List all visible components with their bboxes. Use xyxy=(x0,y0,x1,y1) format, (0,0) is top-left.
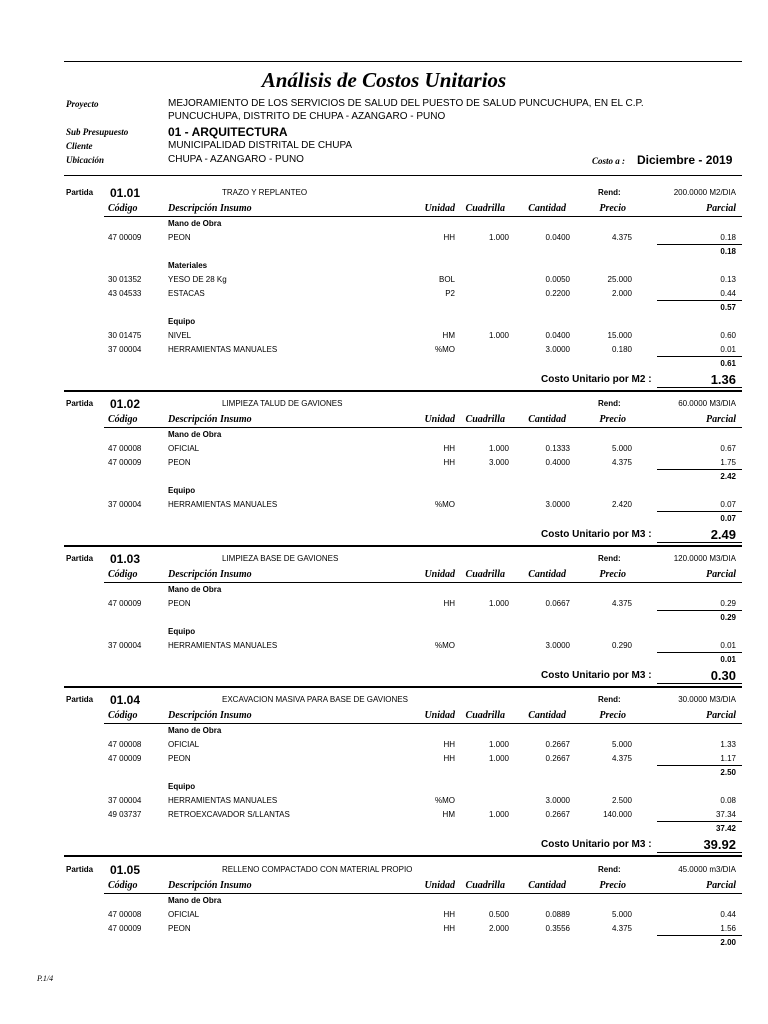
cell-codigo: 47 00009 xyxy=(108,458,142,467)
subtotal-rule xyxy=(657,356,742,357)
section-subtotal: 0.01 xyxy=(720,655,736,664)
partida-code: 01.02 xyxy=(110,397,141,411)
partida-label: Partida xyxy=(66,865,94,874)
ubicacion-value: CHUPA - AZANGARO - PUNO xyxy=(168,154,304,165)
cell-codigo: 47 00008 xyxy=(108,740,142,749)
cell-unidad: HH xyxy=(443,924,455,933)
subtotal-rule xyxy=(657,300,742,301)
cell-cuadrilla: 1.000 xyxy=(488,444,509,453)
cell-precio: 4.375 xyxy=(611,599,632,608)
costo-unitario-value: 2.49 xyxy=(710,527,736,542)
col-header-descripcion: Descripción Insumo xyxy=(168,880,252,891)
cell-cantidad: 0.0667 xyxy=(545,599,570,608)
column-header-rule xyxy=(104,582,742,583)
cell-precio: 2.500 xyxy=(611,796,632,805)
col-header-descripcion: Descripción Insumo xyxy=(168,569,252,580)
rend-value: 60.0000 M3/DIA xyxy=(678,399,736,408)
cell-codigo: 47 00008 xyxy=(108,444,142,453)
partida-label: Partida xyxy=(66,188,94,197)
section-subtotal: 0.61 xyxy=(720,359,736,368)
page-title: Análisis de Costos Unitarios xyxy=(261,68,507,92)
cell-codigo: 30 01475 xyxy=(108,331,142,340)
cell-cantidad: 0.1333 xyxy=(545,444,570,453)
column-header-rule xyxy=(104,216,742,217)
col-header-codigo: Código xyxy=(108,569,138,580)
col-header-parcial: Parcial xyxy=(706,569,736,580)
costo-unitario-value: 1.36 xyxy=(710,372,736,387)
col-header-unidad: Unidad xyxy=(424,710,455,721)
cell-cantidad: 0.3556 xyxy=(545,924,570,933)
cell-cuadrilla: 3.000 xyxy=(488,458,509,467)
cell-cantidad: 0.2667 xyxy=(545,740,570,749)
cell-cantidad: 3.0000 xyxy=(545,500,570,509)
partida-code: 01.01 xyxy=(110,186,141,200)
cell-cuadrilla: 1.000 xyxy=(488,810,509,819)
subtotal-rule xyxy=(657,610,742,611)
cell-cuadrilla: 1.000 xyxy=(488,331,509,340)
total-rule xyxy=(657,387,742,388)
col-header-cantidad: Cantidad xyxy=(528,414,566,425)
column-header-rule xyxy=(104,427,742,428)
cell-unidad: HM xyxy=(442,810,455,819)
cell-codigo: 47 00009 xyxy=(108,599,142,608)
rend-label: Rend: xyxy=(598,399,621,408)
cell-cuadrilla: 1.000 xyxy=(488,754,509,763)
cell-parcial: 0.18 xyxy=(720,233,736,242)
cell-precio: 5.000 xyxy=(611,740,632,749)
cell-cantidad: 0.4000 xyxy=(545,458,570,467)
cell-cantidad: 3.0000 xyxy=(545,796,570,805)
partida-label: Partida xyxy=(66,399,94,408)
cell-cuadrilla: 2.000 xyxy=(488,924,509,933)
section-title: Equipo xyxy=(168,627,196,636)
cell-parcial: 0.08 xyxy=(720,796,736,805)
col-header-precio: Precio xyxy=(599,880,626,891)
cell-unidad: HH xyxy=(443,458,455,467)
rend-value: 120.0000 M3/DIA xyxy=(673,554,736,563)
costo-fecha: Diciembre - 2019 xyxy=(637,153,733,167)
section-title: Mano de Obra xyxy=(168,430,222,439)
cell-precio: 5.000 xyxy=(611,910,632,919)
cell-unidad: %MO xyxy=(435,796,455,805)
cell-desc: OFICIAL xyxy=(168,444,200,453)
subtotal-rule xyxy=(657,821,742,822)
cell-unidad: HH xyxy=(443,910,455,919)
total-rule xyxy=(657,683,742,684)
subpresupuesto-label: Sub Presupuesto xyxy=(66,127,129,137)
cell-desc: PEON xyxy=(168,754,191,763)
col-header-precio: Precio xyxy=(599,569,626,580)
cell-cantidad: 3.0000 xyxy=(545,345,570,354)
col-header-descripcion: Descripción Insumo xyxy=(168,414,252,425)
cell-codigo: 37 00004 xyxy=(108,641,142,650)
cell-unidad: P2 xyxy=(445,289,455,298)
cell-cuadrilla: 0.500 xyxy=(488,910,509,919)
costo-unitario-value: 39.92 xyxy=(703,837,736,852)
partida-description: LIMPIEZA BASE DE GAVIONES xyxy=(222,554,339,563)
cell-unidad: %MO xyxy=(435,500,455,509)
cell-codigo: 49 03737 xyxy=(108,810,142,819)
cell-cuadrilla: 1.000 xyxy=(488,740,509,749)
subtotal-rule xyxy=(657,244,742,245)
costo-unitario-label: Costo Unitario por M3 : xyxy=(541,839,652,850)
partida-label: Partida xyxy=(66,695,94,704)
cell-unidad: %MO xyxy=(435,345,455,354)
header-bottom-rule xyxy=(64,175,742,176)
total-rule xyxy=(657,852,742,853)
cell-precio: 5.000 xyxy=(611,444,632,453)
cell-cantidad: 0.0400 xyxy=(545,233,570,242)
cell-precio: 0.290 xyxy=(611,641,632,650)
cell-parcial: 1.33 xyxy=(720,740,736,749)
table-row xyxy=(104,922,742,935)
cell-parcial: 0.07 xyxy=(720,500,736,509)
cell-parcial: 0.67 xyxy=(720,444,736,453)
col-header-precio: Precio xyxy=(599,203,626,214)
partida-separator xyxy=(64,855,742,857)
col-header-codigo: Código xyxy=(108,880,138,891)
col-header-unidad: Unidad xyxy=(424,569,455,580)
cell-precio: 4.375 xyxy=(611,924,632,933)
section-subtotal: 0.18 xyxy=(720,247,736,256)
section-title: Mano de Obra xyxy=(168,896,222,905)
section-title: Mano de Obra xyxy=(168,219,222,228)
table-row xyxy=(104,231,742,244)
section-title: Equipo xyxy=(168,782,196,791)
cell-codigo: 47 00008 xyxy=(108,910,142,919)
col-header-parcial: Parcial xyxy=(706,414,736,425)
cell-precio: 25.000 xyxy=(607,275,632,284)
col-header-cantidad: Cantidad xyxy=(528,710,566,721)
col-header-parcial: Parcial xyxy=(706,880,736,891)
cell-parcial: 0.44 xyxy=(720,289,736,298)
section-title: Equipo xyxy=(168,486,196,495)
cell-desc: OFICIAL xyxy=(168,910,200,919)
subtotal-rule xyxy=(657,511,742,512)
proyecto-line1: MEJORAMIENTO DE LOS SERVICIOS DE SALUD DEL PUESTO DE SALUD PUNCUCHUPA, EN EL C.P. xyxy=(168,98,644,109)
total-rule xyxy=(657,542,742,543)
rend-value: 45.0000 m3/DIA xyxy=(678,865,736,874)
col-header-cantidad: Cantidad xyxy=(528,880,566,891)
col-header-cantidad: Cantidad xyxy=(528,203,566,214)
cell-desc: HERRAMIENTAS MANUALES xyxy=(168,796,278,805)
section-subtotal: 37.42 xyxy=(715,824,736,833)
cell-parcial: 0.29 xyxy=(720,599,736,608)
partida-description: RELLENO COMPACTADO CON MATERIAL PROPIO xyxy=(222,865,413,874)
table-row xyxy=(104,456,742,469)
cell-desc: NIVEL xyxy=(168,331,192,340)
costo-unitario-label: Costo Unitario por M2 : xyxy=(541,374,652,385)
partida-code: 01.05 xyxy=(110,863,141,877)
rend-label: Rend: xyxy=(598,554,621,563)
partida-code: 01.04 xyxy=(110,693,141,707)
cell-precio: 15.000 xyxy=(607,331,632,340)
table-row xyxy=(104,752,742,765)
costo-label: Costo a : xyxy=(592,156,626,166)
cell-cantidad: 0.0400 xyxy=(545,331,570,340)
cell-unidad: HH xyxy=(443,599,455,608)
col-header-descripcion: Descripción Insumo xyxy=(168,710,252,721)
cell-codigo: 43 04533 xyxy=(108,289,142,298)
table-row xyxy=(104,329,742,342)
section-title: Materiales xyxy=(168,261,208,270)
section-subtotal: 0.07 xyxy=(720,514,736,523)
cell-unidad: HM xyxy=(442,331,455,340)
partida-description: TRAZO Y REPLANTEO xyxy=(222,188,308,197)
cell-unidad: HH xyxy=(443,444,455,453)
partida-code: 01.03 xyxy=(110,552,141,566)
cell-desc: ESTACAS xyxy=(168,289,205,298)
section-subtotal: 2.42 xyxy=(720,472,736,481)
cell-cantidad: 0.0889 xyxy=(545,910,570,919)
page-number: P.1/4 xyxy=(37,974,54,983)
table-row xyxy=(104,597,742,610)
rend-label: Rend: xyxy=(598,695,621,704)
table-row xyxy=(104,442,742,455)
cell-cantidad: 0.2667 xyxy=(545,810,570,819)
cell-desc: OFICIAL xyxy=(168,740,200,749)
cliente-value: MUNICIPALIDAD DISTRITAL DE CHUPA xyxy=(168,140,353,151)
col-header-parcial: Parcial xyxy=(706,203,736,214)
table-row xyxy=(104,738,742,751)
cell-desc: PEON xyxy=(168,599,191,608)
col-header-unidad: Unidad xyxy=(424,203,455,214)
cell-unidad: HH xyxy=(443,754,455,763)
costo-unitario-label: Costo Unitario por M3 : xyxy=(541,529,652,540)
subtotal-rule xyxy=(657,469,742,470)
rend-value: 200.0000 M2/DIA xyxy=(673,188,736,197)
cell-parcial: 0.01 xyxy=(720,345,736,354)
cell-cantidad: 3.0000 xyxy=(545,641,570,650)
col-header-cuadrilla: Cuadrilla xyxy=(465,203,505,214)
cell-desc: RETROEXCAVADOR S/LLANTAS xyxy=(168,810,290,819)
costo-unitario-value: 0.30 xyxy=(710,668,736,683)
cell-cuadrilla: 1.000 xyxy=(488,599,509,608)
cell-parcial: 0.60 xyxy=(720,331,736,340)
cell-parcial: 1.17 xyxy=(720,754,736,763)
cell-cantidad: 0.0050 xyxy=(545,275,570,284)
cell-codigo: 30 01352 xyxy=(108,275,142,284)
cell-unidad: BOL xyxy=(438,275,455,284)
cell-parcial: 0.13 xyxy=(720,275,736,284)
rend-value: 30.0000 M3/DIA xyxy=(678,695,736,704)
cell-precio: 4.375 xyxy=(611,233,632,242)
col-header-unidad: Unidad xyxy=(424,414,455,425)
col-header-cuadrilla: Cuadrilla xyxy=(465,880,505,891)
cell-parcial: 1.75 xyxy=(720,458,736,467)
col-header-unidad: Unidad xyxy=(424,880,455,891)
cell-precio: 2.420 xyxy=(611,500,632,509)
section-subtotal: 0.29 xyxy=(720,613,736,622)
col-header-cuadrilla: Cuadrilla xyxy=(465,414,505,425)
cell-parcial: 0.44 xyxy=(720,910,736,919)
col-header-cuadrilla: Cuadrilla xyxy=(465,710,505,721)
subtotal-rule xyxy=(657,765,742,766)
cell-desc: HERRAMIENTAS MANUALES xyxy=(168,345,278,354)
ubicacion-label: Ubicación xyxy=(66,155,104,165)
section-subtotal: 2.50 xyxy=(720,768,736,777)
cell-parcial: 0.01 xyxy=(720,641,736,650)
cell-parcial: 1.56 xyxy=(720,924,736,933)
cell-precio: 0.180 xyxy=(611,345,632,354)
cell-desc: HERRAMIENTAS MANUALES xyxy=(168,500,278,509)
section-title: Mano de Obra xyxy=(168,585,222,594)
section-subtotal: 0.57 xyxy=(720,303,736,312)
col-header-codigo: Código xyxy=(108,414,138,425)
col-header-precio: Precio xyxy=(599,414,626,425)
partida-description: LIMPIEZA TALUD DE GAVIONES xyxy=(222,399,343,408)
cell-cantidad: 0.2200 xyxy=(545,289,570,298)
cell-codigo: 47 00009 xyxy=(108,924,142,933)
cell-codigo: 47 00009 xyxy=(108,754,142,763)
cell-desc: PEON xyxy=(168,233,191,242)
cell-codigo: 37 00004 xyxy=(108,500,142,509)
cell-unidad: HH xyxy=(443,233,455,242)
cell-desc: PEON xyxy=(168,458,191,467)
cell-codigo: 37 00004 xyxy=(108,345,142,354)
rend-label: Rend: xyxy=(598,188,621,197)
cell-unidad: HH xyxy=(443,740,455,749)
cell-precio: 4.375 xyxy=(611,754,632,763)
section-title: Mano de Obra xyxy=(168,726,222,735)
rend-label: Rend: xyxy=(598,865,621,874)
col-header-cuadrilla: Cuadrilla xyxy=(465,569,505,580)
table-row xyxy=(104,908,742,921)
cell-codigo: 37 00004 xyxy=(108,796,142,805)
cell-desc: HERRAMIENTAS MANUALES xyxy=(168,641,278,650)
section-subtotal: 2.00 xyxy=(720,938,736,947)
subtotal-rule xyxy=(657,652,742,653)
subtotal-rule xyxy=(657,935,742,936)
top-rule xyxy=(64,61,742,62)
col-header-precio: Precio xyxy=(599,710,626,721)
cell-unidad: %MO xyxy=(435,641,455,650)
cell-cantidad: 0.2667 xyxy=(545,754,570,763)
proyecto-line2: PUNCUCHUPA, DISTRITO DE CHUPA - AZANGARO - PUNO xyxy=(168,111,446,122)
cell-parcial: 37.34 xyxy=(715,810,736,819)
section-title: Equipo xyxy=(168,317,196,326)
cell-precio: 4.375 xyxy=(611,458,632,467)
partida-label: Partida xyxy=(66,554,94,563)
col-header-cantidad: Cantidad xyxy=(528,569,566,580)
cell-precio: 140.000 xyxy=(603,810,632,819)
cell-desc: PEON xyxy=(168,924,191,933)
col-header-descripcion: Descripción Insumo xyxy=(168,203,252,214)
subpresupuesto-value: 01 - ARQUITECTURA xyxy=(168,125,288,139)
partida-description: EXCAVACION MASIVA PARA BASE DE GAVIONES xyxy=(222,695,408,704)
cell-cuadrilla: 1.000 xyxy=(488,233,509,242)
cliente-label: Cliente xyxy=(66,141,93,151)
costo-unitario-label: Costo Unitario por M3 : xyxy=(541,670,652,681)
col-header-codigo: Código xyxy=(108,710,138,721)
column-header-rule xyxy=(104,893,742,894)
cell-codigo: 47 00009 xyxy=(108,233,142,242)
cell-precio: 2.000 xyxy=(611,289,632,298)
proyecto-label: Proyecto xyxy=(66,99,99,109)
cell-desc: YESO DE 28 Kg xyxy=(168,275,227,284)
col-header-codigo: Código xyxy=(108,203,138,214)
col-header-parcial: Parcial xyxy=(706,710,736,721)
column-header-rule xyxy=(104,723,742,724)
